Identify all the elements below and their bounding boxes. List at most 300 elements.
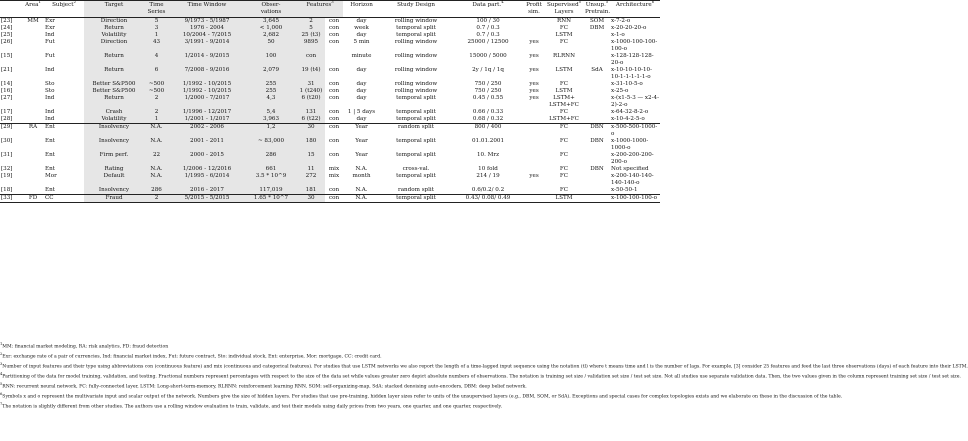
cell-profit	[524, 32, 544, 39]
cell-ftype: con	[328, 88, 340, 95]
column-header	[380, 1, 452, 18]
column-header-label-line2: Layers	[554, 9, 574, 16]
cell-subject: Ent	[45, 166, 55, 173]
cell-area	[22, 25, 44, 32]
cell-obs: 3.5 * 10^9	[245, 173, 297, 187]
cell-sup: RNN	[544, 18, 584, 26]
cell-sup: RLRNN	[553, 53, 575, 60]
cell-sup: FC	[559, 138, 569, 145]
cell-feat: 9895	[297, 39, 325, 53]
cell-sup: FC	[544, 124, 584, 139]
cell-target: Crash	[84, 109, 144, 116]
cell-unsup: DBN	[590, 138, 604, 145]
cell-window: 1/2001 - 1/2017	[169, 116, 245, 124]
cell-ts: N.A.	[144, 166, 169, 173]
cell-obs: 100	[245, 53, 297, 67]
cell-obs: 1.65 * 10^7	[245, 195, 297, 203]
cell-subject: Sto	[45, 81, 55, 88]
cell-unsup	[584, 39, 610, 53]
cell-sup: FC	[559, 166, 569, 173]
footnote	[0, 351, 640, 361]
cell-profit	[524, 124, 544, 139]
cell-feat: 180	[297, 138, 325, 152]
table-row	[0, 109, 660, 116]
cell-ref: [24]	[1, 25, 13, 32]
column-header-label: Time Window	[187, 2, 227, 8]
cell-design: rolling window	[394, 39, 438, 46]
table-row	[0, 166, 660, 173]
cell-horizon: day	[356, 116, 367, 123]
cell-obs: 50	[245, 39, 297, 53]
literature-table	[0, 0, 660, 203]
cell-dpart: 214 / 19	[476, 173, 500, 180]
cell-window: 1/1992 - 10/2015	[169, 81, 245, 88]
cell-sup: FC	[559, 173, 569, 180]
cell-ref: [31]	[1, 152, 13, 159]
cell-feat: 6 (t22)	[297, 116, 325, 124]
cell-dpart: 2y / 1q / 1q	[472, 67, 504, 74]
cell-subject: Ent	[45, 187, 55, 194]
table-row	[0, 173, 660, 187]
cell-dpart: 0.7 / 0.3	[476, 32, 500, 39]
cell-arch: x-64-32-8-2-o	[611, 109, 649, 116]
cell-ftype: con	[328, 32, 340, 39]
cell-area	[22, 67, 44, 81]
cell-target: Insolvency	[84, 124, 144, 139]
cell-feat: 19 (t4)	[297, 67, 325, 81]
cell-profit	[524, 109, 544, 116]
cell-design: temporal split	[396, 152, 436, 159]
cell-obs: < 1,000	[245, 25, 297, 32]
cell-dpart: 750 / 250	[474, 81, 502, 88]
cell-design: temporal split	[396, 95, 436, 102]
cell-unsup: SdA	[591, 67, 603, 74]
cell-ftype: con	[325, 195, 343, 203]
footnote-number: 7	[0, 401, 3, 406]
footnote-number: 1	[0, 342, 3, 346]
cell-arch: Not specified	[611, 166, 649, 173]
cell-target: Insolvency	[84, 187, 144, 195]
cell-area	[22, 81, 44, 88]
cell-design: temporal split	[380, 195, 452, 203]
cell-profit: yes	[529, 95, 539, 102]
cell-horizon: day	[356, 81, 367, 88]
cell-design: random split	[380, 124, 452, 139]
cell-dpart: 0.66 / 0.33	[472, 109, 504, 116]
cell-sup: LSTM	[544, 195, 584, 203]
cell-ftype: con	[328, 152, 340, 159]
cell-horizon: day	[356, 95, 367, 102]
cell-area: FD	[22, 195, 44, 203]
cell-design: temporal split	[396, 116, 436, 123]
footnotes	[0, 342, 968, 413]
cell-horizon: day	[356, 88, 367, 95]
cell-unsup	[584, 109, 610, 116]
cell-ftype: con	[328, 67, 340, 74]
cell-design: rolling window	[380, 18, 452, 26]
cell-window: 7/2008 - 9/2016	[169, 67, 245, 81]
footnote-number: 3	[0, 361, 3, 366]
cell-ftype: con	[328, 138, 340, 145]
table-row	[0, 152, 660, 166]
cell-design: rolling window	[394, 88, 438, 95]
cell-design: rolling window	[394, 81, 438, 88]
column-header	[610, 1, 660, 18]
cell-arch: x-25-o	[611, 88, 629, 95]
cell-dpart: 15000 / 5000	[469, 53, 507, 60]
table-row	[0, 53, 660, 67]
cell-dpart: 0.6/0.2/ 0.2	[471, 187, 505, 194]
cell-ref: [32]	[1, 166, 13, 173]
cell-window: 1/1995 - 6/2014	[169, 173, 245, 187]
footnote-number: 6	[0, 391, 3, 396]
cell-arch: x-20-20-20-o	[611, 25, 647, 32]
cell-dpart: 0.68 / 0.32	[472, 116, 504, 123]
cell-arch: x-50-50-1	[611, 187, 638, 194]
cell-feat: 5	[297, 25, 325, 32]
cell-target: Better S&P500	[84, 81, 144, 88]
cell-profit	[524, 187, 544, 195]
cell-sup: FC	[559, 39, 569, 46]
cell-ts: 286	[144, 187, 169, 195]
cell-obs: 2,079	[245, 67, 297, 81]
cell-unsup	[584, 195, 610, 203]
cell-profit	[524, 116, 544, 124]
cell-dpart: 0.45 / 0.55	[472, 95, 504, 102]
cell-profit: yes	[529, 173, 539, 180]
column-header	[343, 1, 380, 18]
table-row	[0, 187, 660, 195]
cell-ts: 43	[144, 39, 169, 53]
cell-window: 1/2000 - 7/2017	[169, 95, 245, 109]
cell-obs: ~ 83,000	[245, 138, 297, 152]
footnote-number: 4	[0, 371, 3, 376]
table-row	[0, 95, 660, 109]
footnote-text: RNN: recurrent neural network, FC: fully-connected layer, LSTM: Long-short-term-memory, RLRNN: reinforcement learning RNN, SOM: self-organizing-map, SdA: stacked denoising auto-encoders, DBM: deep belief network.	[2, 384, 527, 390]
cell-horizon: N.A.	[355, 187, 368, 194]
cell-window: 5/2015 - 5/2015	[169, 195, 245, 203]
cell-area	[22, 109, 44, 116]
cell-dpart: 0.43/ 0.08/ 0.49	[452, 195, 524, 203]
cell-unsup	[584, 116, 610, 124]
cell-subject: Sto	[45, 88, 55, 95]
cell-arch: x-100-100-100-o	[610, 195, 660, 203]
cell-arch: x-31-10-5-o	[611, 81, 643, 88]
cell-sup: LSTM	[555, 67, 573, 74]
cell-arch: x-(x1-5-3 — x2-4-2)-2-o	[611, 95, 659, 109]
table-row	[0, 124, 660, 139]
table-row	[0, 39, 660, 53]
cell-ftype: con	[328, 25, 340, 32]
cell-area	[22, 53, 44, 67]
cell-ts: 4	[144, 53, 169, 67]
table-body	[0, 18, 660, 203]
cell-sup: FC	[559, 25, 569, 32]
cell-ftype: mix	[328, 166, 340, 173]
cell-sup: LSTM	[555, 88, 573, 95]
cell-ftype: con	[328, 116, 340, 123]
footnote-marker: 6	[651, 0, 655, 5]
cell-arch: x-1000-1000-1000-o	[611, 138, 649, 152]
cell-obs: 1,2	[245, 124, 297, 139]
column-header	[544, 1, 584, 18]
cell-window: 2016 - 2017	[169, 187, 245, 195]
cell-subject: Ind	[45, 32, 55, 39]
cell-profit: yes	[529, 81, 539, 88]
cell-ref: [14]	[1, 81, 13, 88]
cell-feat: 131	[297, 109, 325, 116]
cell-unsup	[584, 81, 610, 88]
footnote-text: Partitioning of the data for model training, validation, and testing. Fractional numbers represent percentages with respect to the size of the data set while values greater zero depict absolute numbers of observations. The notation is training set size / validation set size / test set size. Not all studies use separate validation data. Then, the two values given in the column represent training set size / test set size.	[2, 374, 961, 380]
cell-design: rolling window	[394, 53, 438, 60]
column-header-label: Subject	[52, 2, 74, 8]
cell-sup: LSTM+FC	[549, 116, 579, 123]
cell-subject: Ent	[45, 138, 55, 145]
table-row	[0, 32, 660, 39]
cell-arch: x-1-o	[611, 32, 625, 39]
footnote-marker: 1	[38, 0, 41, 5]
cell-unsup	[584, 95, 610, 109]
cell-ftype: con	[325, 124, 343, 139]
cell-window: 1/1992 - 10/2015	[169, 88, 245, 95]
cell-window: 1/2006 - 12/2016	[169, 166, 245, 173]
column-header	[44, 1, 84, 18]
cell-horizon: Year	[355, 152, 368, 159]
table-row	[0, 195, 660, 203]
cell-sup: FC	[559, 81, 569, 88]
cell-window: 3/1991 - 9/2014	[169, 39, 245, 53]
cell-ftype	[325, 53, 343, 67]
footnote-number: 2	[0, 351, 3, 356]
cell-profit: yes	[529, 39, 539, 46]
cell-feat: 30	[297, 195, 325, 203]
cell-ts: ~500	[144, 88, 169, 95]
cell-ftype: con	[328, 39, 340, 46]
cell-dpart: 0.7 / 0.3	[476, 25, 500, 32]
column-header-label: Unsup.	[585, 2, 606, 8]
column-header	[144, 1, 169, 18]
footnote-text: Symbols x and o represent the multivariate input and scalar output of the network. Numbers give the size of hidden layers. For studies that use pre-training, hidden layer sizes refer to units of the unsupervised layers (e.g., DBM, SOM, or SdA). Exceptions and special cases for complex topologies exists and we elaborate on these in the discussion of the table.	[2, 394, 843, 400]
cell-dpart: 25000 / 12500	[467, 39, 509, 46]
cell-feat: 1 (t240)	[297, 88, 325, 95]
cell-ts: 2	[144, 109, 169, 116]
footnote-text: The notation is slightly different from other studies. The authors use a rolling window evaluation to train, validate, and test their models using daily prices from two years, one quarter, and one quarter, respectively.	[2, 404, 502, 410]
cell-ftype: con	[328, 187, 340, 194]
cell-dpart: 10 fold	[478, 166, 498, 173]
cell-area	[22, 95, 44, 109]
column-header	[84, 1, 144, 18]
cell-profit: yes	[529, 67, 539, 74]
cell-ts: 3	[144, 25, 169, 32]
cell-design: temporal split	[396, 138, 436, 145]
footnote	[0, 361, 968, 371]
cell-unsup: DBN	[584, 124, 610, 139]
column-header	[452, 1, 524, 18]
cell-arch: x-10-4-2-5-o	[611, 116, 645, 123]
cell-profit	[524, 166, 544, 173]
cell-profit: yes	[529, 53, 539, 60]
column-header	[169, 1, 245, 18]
cell-target: Return	[84, 67, 144, 81]
cell-design: temporal split	[396, 25, 436, 32]
cell-sup: FC	[559, 187, 569, 194]
cell-target: Insolvency	[84, 138, 144, 152]
cell-unsup: DBN	[590, 166, 604, 173]
cell-horizon: 1 | 5 days	[347, 109, 376, 116]
cell-ref: [16]	[1, 88, 13, 95]
table-row	[0, 138, 660, 152]
cell-area: RA	[22, 124, 44, 139]
cell-ref: [19]	[1, 173, 13, 180]
cell-sup: LSTM	[555, 32, 573, 39]
cell-area	[22, 173, 44, 187]
cell-ref: [17]	[1, 109, 13, 116]
table-row	[0, 25, 660, 32]
cell-area	[22, 152, 44, 166]
footnote	[0, 344, 640, 351]
cell-unsup	[584, 187, 610, 195]
cell-feat: 2	[297, 18, 325, 26]
footnote	[0, 401, 640, 411]
cell-subject: Exr	[45, 25, 55, 32]
cell-unsup	[584, 88, 610, 95]
cell-obs: 3,645	[245, 18, 297, 26]
cell-obs: 3,963	[245, 116, 297, 124]
cell-ftype: con	[328, 81, 340, 88]
column-header	[584, 1, 610, 18]
cell-target: Return	[84, 25, 144, 32]
cell-feat: 272	[297, 173, 325, 187]
table-row	[0, 88, 660, 95]
cell-ts: 22	[144, 152, 169, 166]
column-header-label: Time	[149, 2, 164, 8]
cell-sup: FC	[559, 109, 569, 116]
cell-feat: con	[297, 53, 325, 67]
cell-horizon: Year	[343, 124, 380, 139]
cell-obs: 286	[245, 152, 297, 166]
footnote-text: Exr: exchange rate of a pair of currencies, Ind: financial market index, Fut: future contract, Sto: individual stock, Ent: enterprise, Mor: mortgage, CC: credit card.	[2, 354, 382, 360]
cell-ref: [26]	[1, 39, 13, 46]
cell-area	[22, 88, 44, 95]
column-header-label-line2: Series	[147, 9, 166, 16]
cell-ftype: con	[328, 109, 340, 116]
cell-ref: [30]	[1, 138, 13, 145]
column-header-label: Supervised	[546, 2, 579, 8]
cell-window: 9/1973 - 5/1987	[169, 18, 245, 26]
cell-feat: 15	[297, 152, 325, 166]
cell-dpart: 10. Mrz	[477, 152, 500, 159]
column-header-label: Horizon	[350, 2, 373, 8]
cell-profit	[524, 18, 544, 26]
cell-profit: yes	[529, 88, 539, 95]
cell-subject: Mor	[45, 173, 57, 180]
column-header	[22, 1, 44, 18]
cell-arch: x-10-10-10-10-10-1-1-1-1-1-o	[611, 67, 652, 81]
column-header-label: Target	[104, 2, 124, 8]
cell-profit	[524, 25, 544, 32]
footnote-number: 5	[0, 381, 3, 386]
cell-dpart: 01.01.2001	[472, 138, 505, 145]
cell-design: temporal split	[396, 32, 436, 39]
cell-horizon: N.A.	[343, 195, 380, 203]
cell-ts: 1	[144, 32, 169, 39]
cell-area	[22, 166, 44, 173]
cell-arch: x-500-500-1000-o	[610, 124, 660, 139]
cell-design: random split	[398, 187, 434, 194]
header-ref-blank	[0, 1, 22, 18]
cell-ftype: con	[325, 18, 343, 26]
column-header-label-line2: sim.	[528, 9, 540, 16]
cell-target: Return	[84, 95, 144, 109]
cell-obs: 255	[245, 88, 297, 95]
column-header-label: Architecture	[615, 2, 652, 8]
column-header-label: Data part.	[472, 2, 502, 8]
cell-arch: x-200-140-140-140-140-o	[611, 173, 654, 187]
cell-ref: [33]	[0, 195, 22, 203]
cell-arch: x-7-2-o	[610, 18, 660, 26]
table-row	[0, 116, 660, 124]
footnote	[0, 371, 961, 381]
cell-target: Firm perf.	[84, 152, 144, 166]
cell-target: Default	[84, 173, 144, 187]
cell-obs: 661	[245, 166, 297, 173]
cell-unsup	[584, 173, 610, 187]
cell-ts: ~500	[144, 81, 169, 88]
cell-subject: Fut	[45, 39, 55, 46]
cell-area: MM	[22, 18, 44, 26]
column-header-label-line2: vations	[260, 9, 282, 16]
cell-subject: Ent	[45, 152, 55, 159]
cell-horizon: week	[354, 25, 369, 32]
cell-sup: FC	[559, 152, 569, 159]
cell-ref: [23]	[0, 18, 22, 26]
cell-feat: 11	[297, 166, 325, 173]
cell-target: Direction	[84, 39, 144, 53]
cell-unsup	[584, 53, 610, 67]
cell-subject: CC	[44, 195, 84, 203]
cell-target: Rating	[84, 166, 144, 173]
cell-ref: [25]	[1, 32, 13, 39]
cell-unsup	[584, 32, 610, 39]
cell-area	[22, 116, 44, 124]
cell-obs: 5,4	[245, 109, 297, 116]
cell-ref: [15]	[1, 53, 13, 60]
footnote-marker: 3	[331, 0, 334, 5]
cell-unsup	[584, 152, 610, 166]
cell-horizon: day	[343, 18, 380, 26]
cell-target: Return	[84, 53, 144, 67]
cell-horizon: day	[356, 67, 367, 74]
cell-target: Direction	[84, 18, 144, 26]
cell-ref: [18]	[1, 187, 13, 194]
cell-ts: N.A.	[144, 138, 169, 152]
cell-subject: Fut	[45, 53, 55, 60]
cell-dpart: 800 / 400	[452, 124, 524, 139]
cell-area	[22, 187, 44, 195]
cell-window: 1/1996 - 12/2017	[169, 109, 245, 116]
column-header-label: Study Design	[397, 2, 435, 8]
cell-dpart: 750 / 250	[474, 88, 502, 95]
cell-ref: [27]	[1, 95, 13, 102]
cell-subject: Ind	[45, 109, 55, 116]
table-row	[0, 18, 660, 26]
column-header-label-line2: Pretrain.	[585, 9, 611, 16]
cell-horizon: minute	[351, 53, 372, 60]
cell-design: temporal split	[396, 173, 436, 180]
cell-feat: 6 (t20)	[297, 95, 325, 109]
cell-horizon: 5 min	[353, 39, 370, 46]
cell-ref: [29]	[0, 124, 22, 139]
